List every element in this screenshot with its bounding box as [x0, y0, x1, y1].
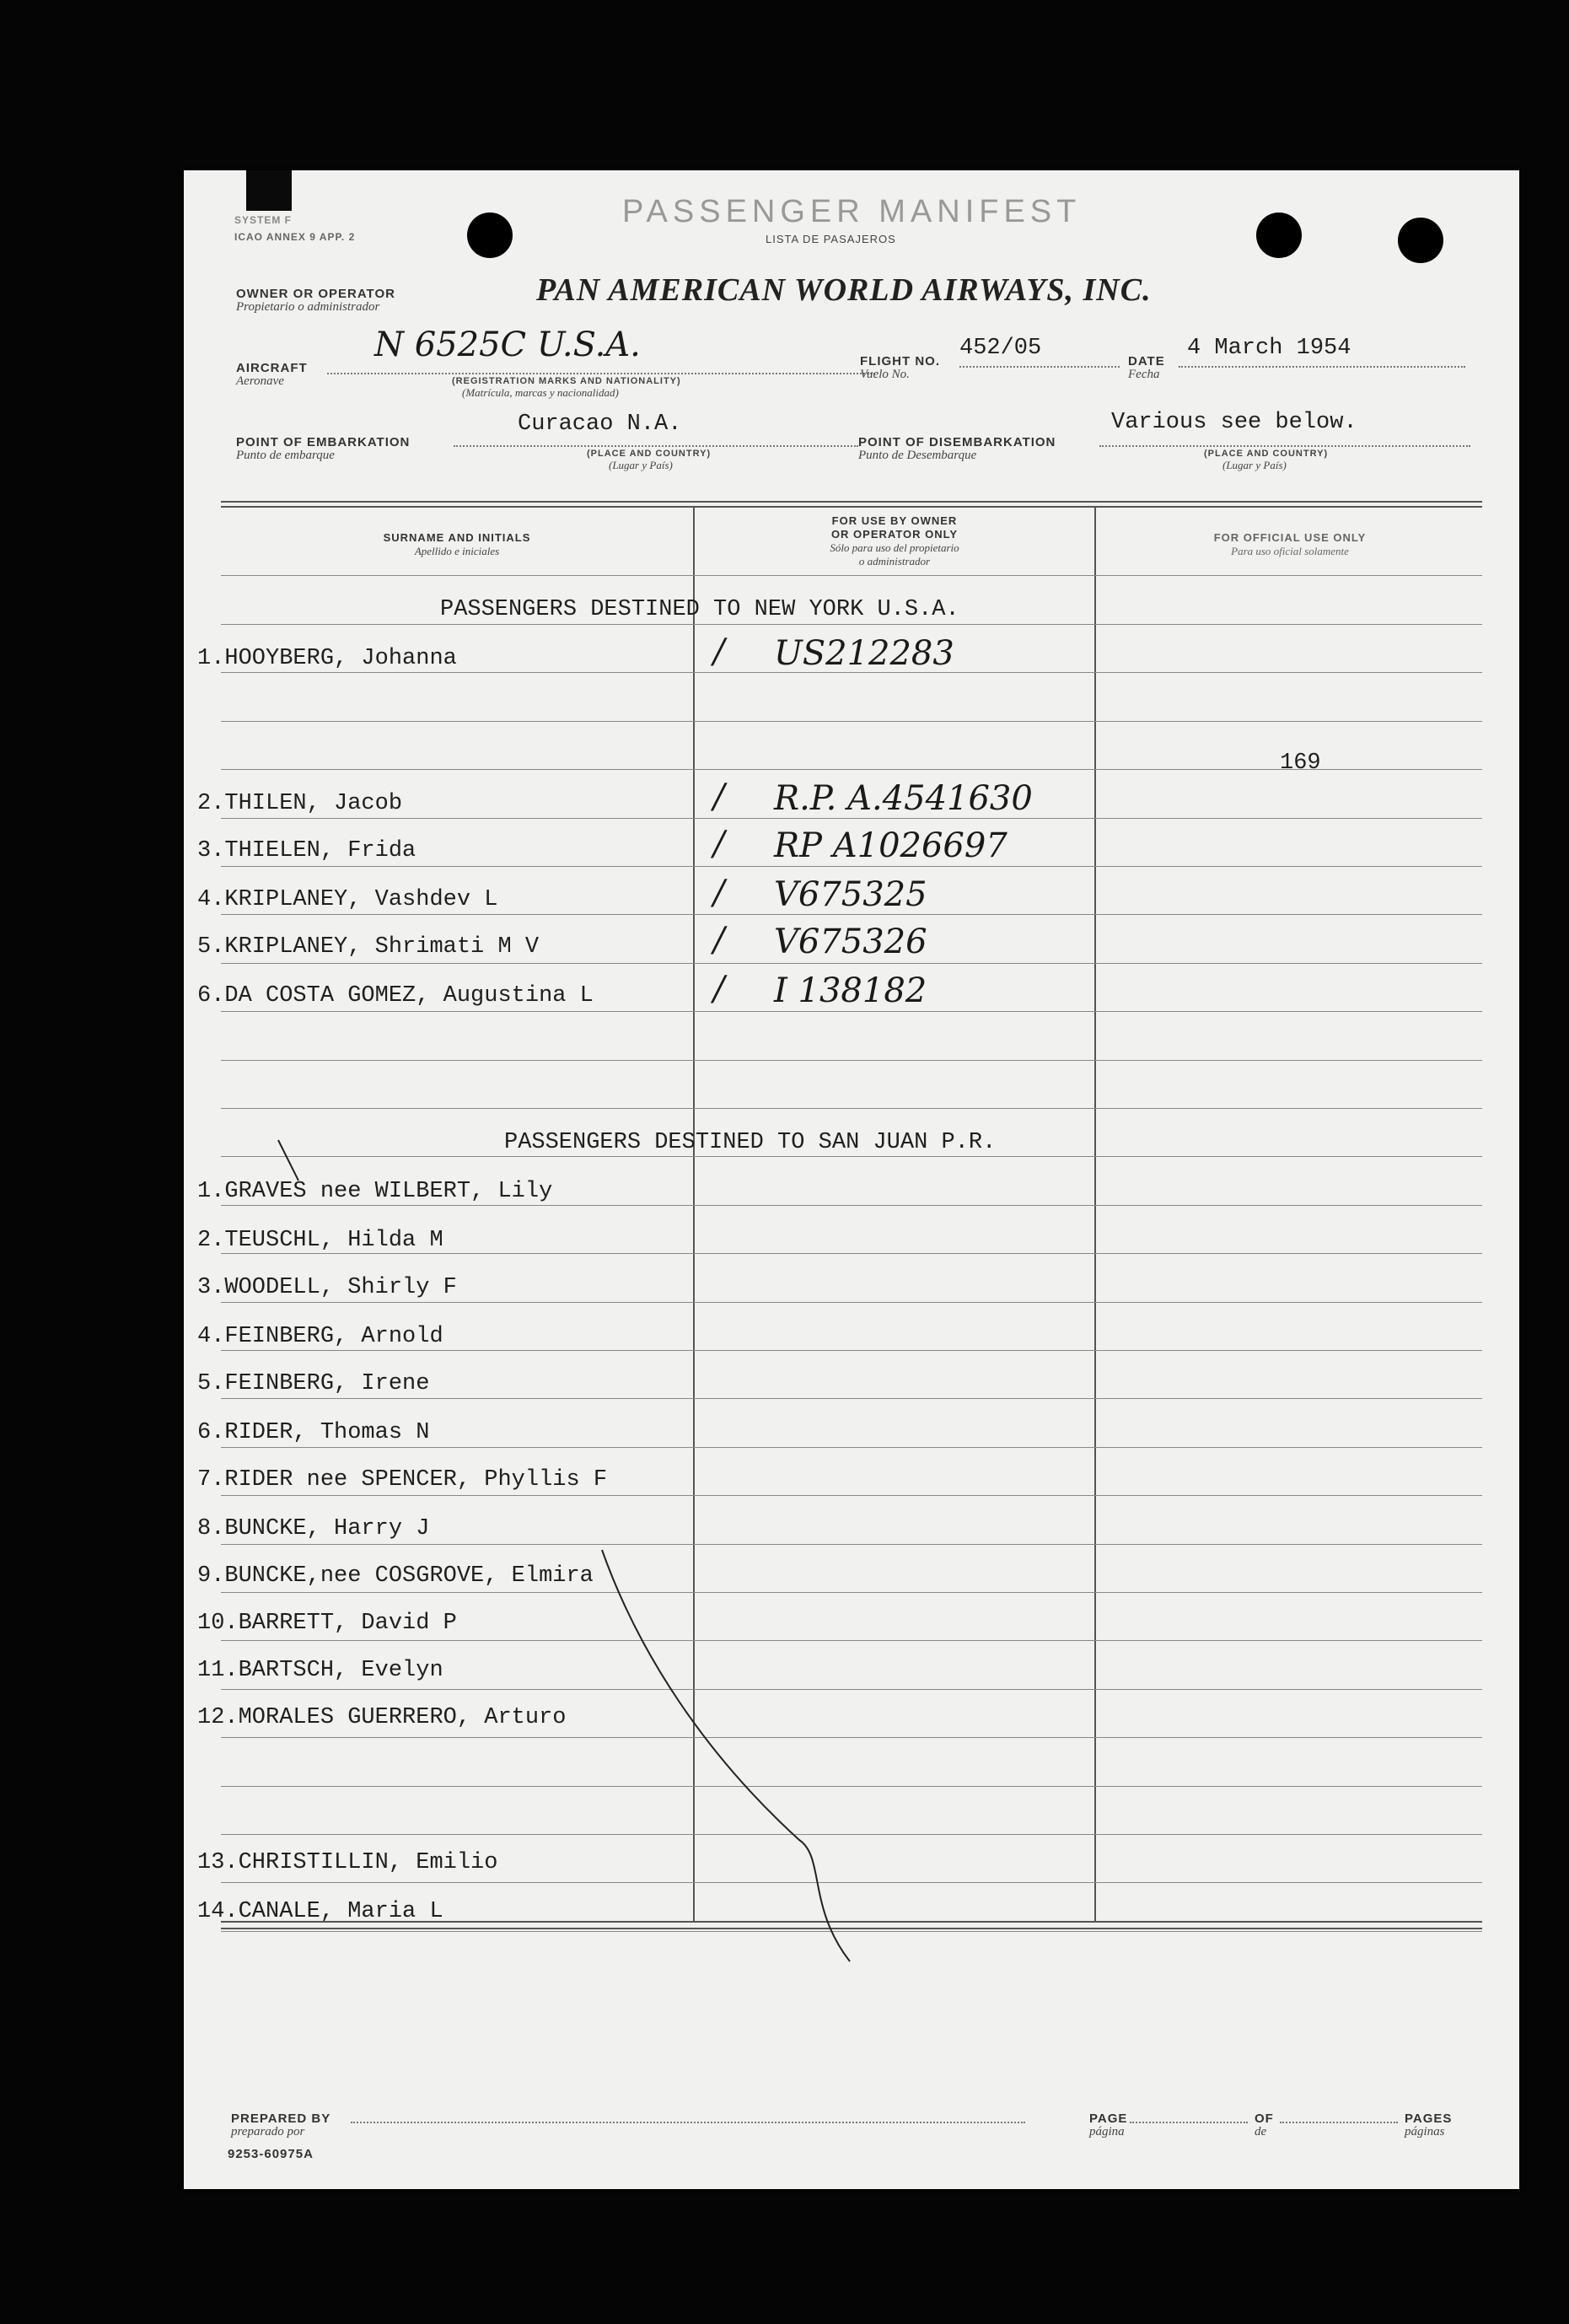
col-header-name: SURNAME AND INITIALS — [383, 531, 531, 544]
check-mark-icon: / — [713, 921, 725, 960]
prepared-by-label: PREPARED BY — [231, 2112, 331, 2126]
date-label: DATE — [1128, 354, 1165, 369]
form-code-line1: SYSTEM F — [234, 214, 293, 226]
owner-value: PAN AMERICAN WORLD AIRWAYS, INC. — [536, 272, 1152, 308]
pages-label: PAGES — [1405, 2112, 1453, 2126]
disembarkation-label: POINT OF DISEMBARKATION — [858, 435, 1056, 449]
form-code-line2: ICAO ANNEX 9 APP. 2 — [234, 231, 356, 243]
check-mark-icon: / — [713, 874, 725, 912]
disembarkation-value: Various see below. — [1111, 410, 1357, 435]
passenger-name: 14.CANALE, Maria L — [197, 1899, 443, 1924]
page-title: PASSENGER MANIFEST — [622, 194, 1082, 229]
passenger-name: 13.CHRISTILLIN, Emilio — [197, 1850, 498, 1875]
disembarkation-note: (PLACE AND COUNTRY) — [1204, 449, 1329, 459]
col-header-owner-l2: OR OPERATOR ONLY — [830, 528, 959, 541]
page-line — [1130, 2122, 1248, 2123]
embarkation-note: (PLACE AND COUNTRY) — [587, 449, 712, 459]
passenger-document-number: US212283 — [774, 634, 954, 673]
passenger-document-number: I 138182 — [774, 971, 927, 1010]
passenger-document-number: RP A1026697 — [774, 826, 1007, 865]
passenger-name: 5.FEINBERG, Irene — [197, 1371, 430, 1396]
embarkation-label: POINT OF EMBARKATION — [236, 435, 411, 449]
disembarkation-label-es: Punto de Desembarque — [858, 449, 977, 462]
passenger-name: 1.GRAVES nee WILBERT, Lily — [197, 1179, 553, 1204]
check-mark-icon: / — [713, 825, 725, 863]
flight-value: 452/05 — [959, 336, 1042, 361]
page-label: PAGE — [1089, 2112, 1128, 2126]
date-value: 4 March 1954 — [1187, 336, 1351, 361]
aircraft-value: N 6525C U.S.A. — [374, 325, 641, 364]
passenger-document-number: R.P. A.4541630 — [774, 779, 1033, 818]
embarkation-label-es: Punto de embarque — [236, 449, 335, 462]
col-header-official: FOR OFFICIAL USE ONLY — [1213, 531, 1367, 544]
passenger-document-number: V675326 — [774, 923, 927, 961]
form-number: 9253-60975A — [228, 2147, 314, 2161]
passenger-name: 3.WOODELL, Shirly F — [197, 1275, 457, 1300]
embarkation-value: Curacao N.A. — [518, 412, 682, 437]
passenger-name: 6.DA COSTA GOMEZ, Augustina L — [197, 983, 594, 1009]
check-mark-icon: / — [713, 632, 725, 671]
section-heading-san-juan: PASSENGERS DESTINED TO SAN JUAN P.R. — [504, 1130, 997, 1155]
passenger-name: 5.KRIPLANEY, Shrimati M V — [197, 934, 540, 960]
check-mark-icon: / — [713, 777, 725, 816]
passenger-name: 8.BUNCKE, Harry J — [197, 1516, 430, 1541]
owner-label-es: Propietario o administrador — [236, 300, 380, 314]
passenger-name: 1.HOOYBERG, Johanna — [197, 646, 457, 671]
date-label-es: Fecha — [1128, 368, 1160, 381]
passenger-name: 10.BARRETT, David P — [197, 1611, 457, 1636]
of-line — [1280, 2122, 1398, 2123]
prepared-by-label-es: preparado por — [231, 2125, 305, 2138]
pages-label-es: páginas — [1405, 2125, 1445, 2138]
aircraft-label: AIRCRAFT — [236, 361, 308, 375]
check-mark-icon: / — [713, 970, 725, 1009]
passenger-name: 4.FEINBERG, Arnold — [197, 1324, 443, 1349]
flight-label: FLIGHT NO. — [860, 354, 940, 369]
owner-label: OWNER OR OPERATOR — [236, 287, 395, 301]
aircraft-note: (REGISTRATION MARKS AND NATIONALITY) — [452, 376, 681, 386]
aircraft-label-es: Aeronave — [236, 374, 284, 388]
pen-stroke — [278, 1140, 850, 1961]
flight-label-es: Vuelo No. — [860, 368, 910, 381]
passenger-name: 11.BARTSCH, Evelyn — [197, 1658, 443, 1683]
col-header-owner-l1: FOR USE BY OWNER — [831, 514, 958, 527]
passenger-name: 12.MORALES GUERRERO, Arturo — [197, 1705, 567, 1730]
col-header-name-es: Apellido e iniciales — [414, 545, 500, 557]
col-header-owner-es2: o administrador — [858, 555, 931, 568]
col-header-official-es: Para uso oficial solamente — [1231, 545, 1349, 557]
section-heading-new-york: PASSENGERS DESTINED TO NEW YORK U.S.A. — [440, 597, 959, 622]
passenger-name: 2.TEUSCHL, Hilda M — [197, 1228, 443, 1253]
passenger-document-number: V675325 — [774, 875, 927, 914]
official-note: 169 — [1280, 750, 1321, 776]
aircraft-note-es: (Matrícula, marcas y nacionalidad) — [462, 386, 619, 399]
passenger-name: 7.RIDER nee SPENCER, Phyllis F — [197, 1467, 608, 1493]
passenger-name: 4.KRIPLANEY, Vashdev L — [197, 887, 498, 912]
passenger-name: 9.BUNCKE,nee COSGROVE, Elmira — [197, 1563, 594, 1589]
disembarkation-note-es: (Lugar y País) — [1222, 459, 1287, 471]
of-label: OF — [1255, 2112, 1274, 2126]
col-header-owner-es1: Sólo para uso del propietario — [830, 541, 959, 554]
page-label-es: página — [1089, 2125, 1125, 2138]
passenger-name: 2.THILEN, Jacob — [197, 791, 403, 816]
manifest-sheet — [184, 170, 1519, 2189]
of-label-es: de — [1255, 2125, 1267, 2138]
page-subtitle: LISTA DE PASAJEROS — [766, 233, 896, 245]
embarkation-note-es: (Lugar y País) — [609, 459, 673, 471]
passenger-name: 6.RIDER, Thomas N — [197, 1420, 430, 1445]
pen-strike-line — [184, 170, 1519, 2189]
passenger-name: 3.THIELEN, Frida — [197, 838, 416, 863]
prepared-by-line — [351, 2122, 1025, 2123]
